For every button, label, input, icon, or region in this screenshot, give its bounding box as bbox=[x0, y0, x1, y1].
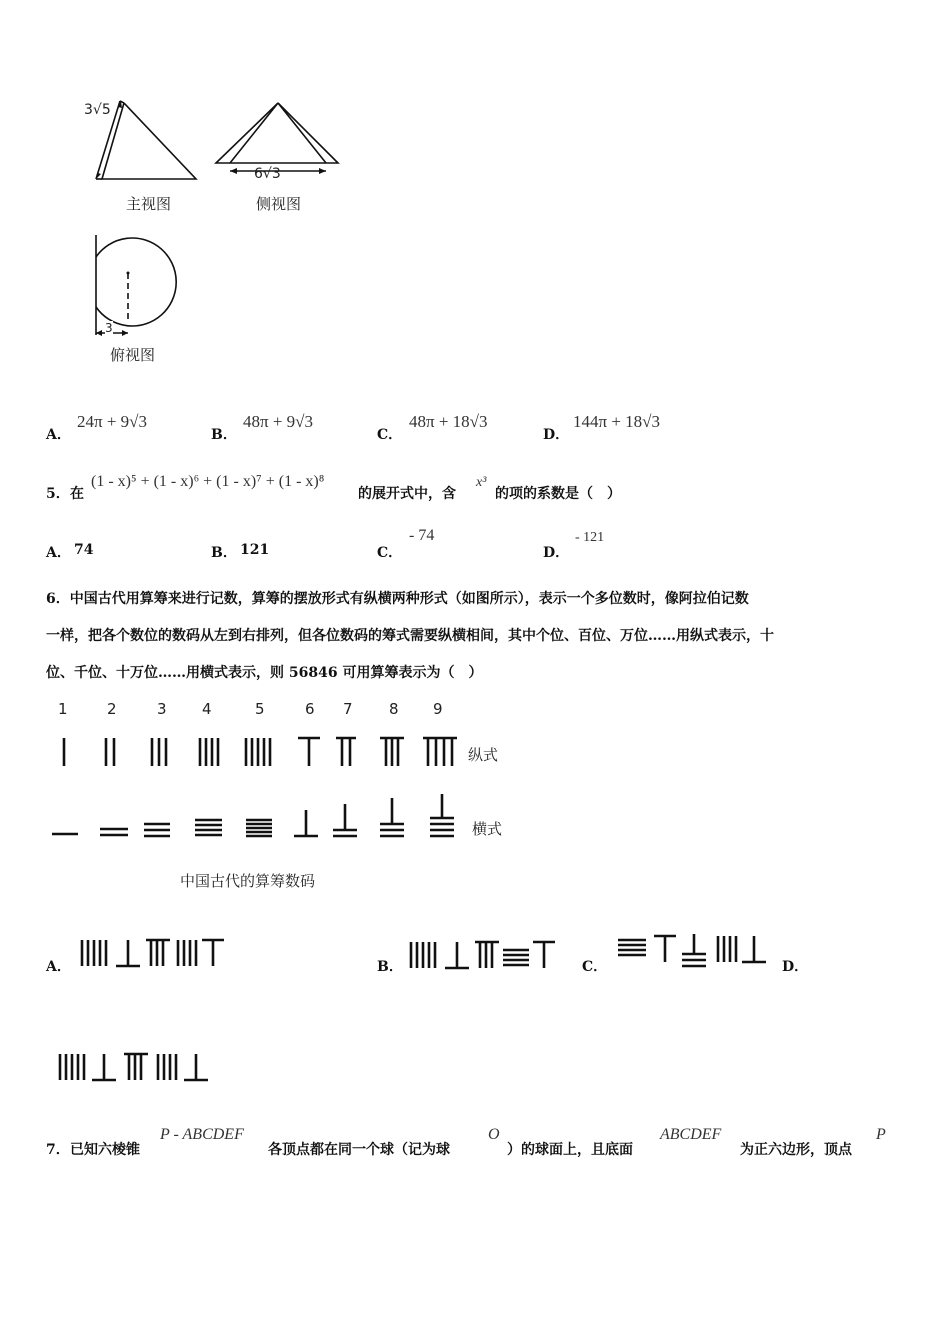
q4-option-b-label[interactable]: B． bbox=[211, 427, 237, 443]
q7-math-1: P - ABCDEF bbox=[160, 1126, 244, 1143]
q4-option-d-label[interactable]: D． bbox=[543, 427, 570, 443]
rod-digit-5: 5 bbox=[255, 700, 265, 718]
q7-text-2: 各顶点都在同一个球（记为球 bbox=[268, 1142, 450, 1158]
three-view-figure bbox=[80, 95, 360, 375]
q4-option-c-label[interactable]: C． bbox=[377, 427, 403, 443]
q6-option-c-label[interactable]: C． bbox=[582, 959, 608, 975]
q6-option-d-label[interactable]: D． bbox=[782, 959, 809, 975]
rod-digit-8: 8 bbox=[389, 700, 399, 718]
q4-option-a-label[interactable]: A． bbox=[46, 427, 71, 443]
vertical-form-label: 纵式 bbox=[468, 746, 499, 764]
q6-line-2: 一样，把各个数位的数码从左到右排列，但各位数码的筹式需要纵横相间，其中个位、百位、万位……用纵式表示，十 bbox=[46, 628, 774, 644]
q5-option-d-value: - 121 bbox=[575, 530, 605, 545]
rod-digit-6: 6 bbox=[305, 700, 315, 718]
q4-option-c-value: 48π + 18√3 bbox=[409, 412, 488, 431]
vertical-forms bbox=[64, 738, 457, 766]
q7-text-1: 已知六棱锥 bbox=[70, 1142, 140, 1158]
q6-line-1: 6．中国古代用算筹来进行记数，算筹的摆放形式有纵横两种形式（如图所示），表示一个多位数时，像阿拉伯记数 bbox=[46, 591, 749, 607]
front-view bbox=[96, 101, 196, 179]
q5-text-mid: 的展开式中，含 bbox=[358, 486, 456, 502]
q5-number: 5． bbox=[46, 486, 70, 502]
rod-digit-4: 4 bbox=[202, 700, 212, 718]
base-dimension: 6√3 bbox=[254, 166, 281, 182]
q5-option-a-label[interactable]: A． bbox=[46, 545, 71, 561]
q5-option-b-value: 121 bbox=[240, 542, 270, 558]
q6-option-d-rods bbox=[54, 1050, 214, 1086]
q4-option-a-value: 24π + 9√3 bbox=[77, 412, 148, 431]
q6-option-a-rods bbox=[78, 936, 228, 970]
counting-rods-caption: 中国古代的算筹数码 bbox=[180, 872, 316, 890]
side-view-label: 侧视图 bbox=[256, 195, 302, 213]
q5-text-pre: 在 bbox=[70, 486, 84, 502]
q5-option-c-label[interactable]: C． bbox=[377, 545, 403, 561]
rod-digit-7: 7 bbox=[343, 700, 353, 718]
horizontal-forms bbox=[52, 794, 454, 836]
q7-text-4: 为正六边形，顶点 bbox=[740, 1142, 852, 1158]
q6-option-c-rods bbox=[614, 930, 770, 970]
rod-digit-9: 9 bbox=[433, 700, 443, 718]
q6-option-b-label[interactable]: B． bbox=[377, 959, 403, 975]
side-view bbox=[216, 103, 338, 174]
q5-term: x³ bbox=[476, 475, 487, 490]
q6-option-b-rods bbox=[407, 938, 557, 972]
top-view-label: 俯视图 bbox=[110, 346, 156, 364]
q4-option-b-value: 48π + 9√3 bbox=[243, 412, 314, 431]
q6-option-a-label[interactable]: A． bbox=[46, 959, 71, 975]
q7-text-3: ）的球面上，且底面 bbox=[507, 1142, 633, 1158]
q5-option-d-label[interactable]: D． bbox=[543, 545, 570, 561]
rod-digit-2: 2 bbox=[107, 700, 117, 718]
counting-rods-chart bbox=[40, 728, 480, 848]
radius-dimension: 3 bbox=[105, 321, 113, 335]
rod-digit-3: 3 bbox=[157, 700, 167, 718]
q7-math-2: O bbox=[488, 1126, 500, 1143]
q7-number: 7． bbox=[46, 1142, 70, 1158]
q7-math-4: P bbox=[876, 1126, 886, 1143]
front-view-label: 主视图 bbox=[126, 195, 172, 213]
q5-option-a-value: 74 bbox=[74, 542, 94, 558]
rod-digit-1: 1 bbox=[58, 700, 68, 718]
q5-option-b-label[interactable]: B． bbox=[211, 545, 237, 561]
q5-option-c-value: - 74 bbox=[409, 527, 435, 544]
q6-line-3: 位、千位、十万位……用横式表示，则 56846 可用算筹表示为（ ） bbox=[46, 665, 483, 681]
q7-math-3: ABCDEF bbox=[660, 1126, 722, 1143]
q5-expression: (1 - x)⁵ + (1 - x)⁶ + (1 - x)⁷ + (1 - x)⁸ bbox=[91, 473, 325, 490]
q4-option-d-value: 144π + 18√3 bbox=[573, 412, 661, 431]
horizontal-form-label: 横式 bbox=[472, 820, 503, 838]
q5-text-post: 的项的系数是（ ） bbox=[495, 486, 621, 502]
slant-dimension: 3√5 bbox=[84, 102, 111, 118]
